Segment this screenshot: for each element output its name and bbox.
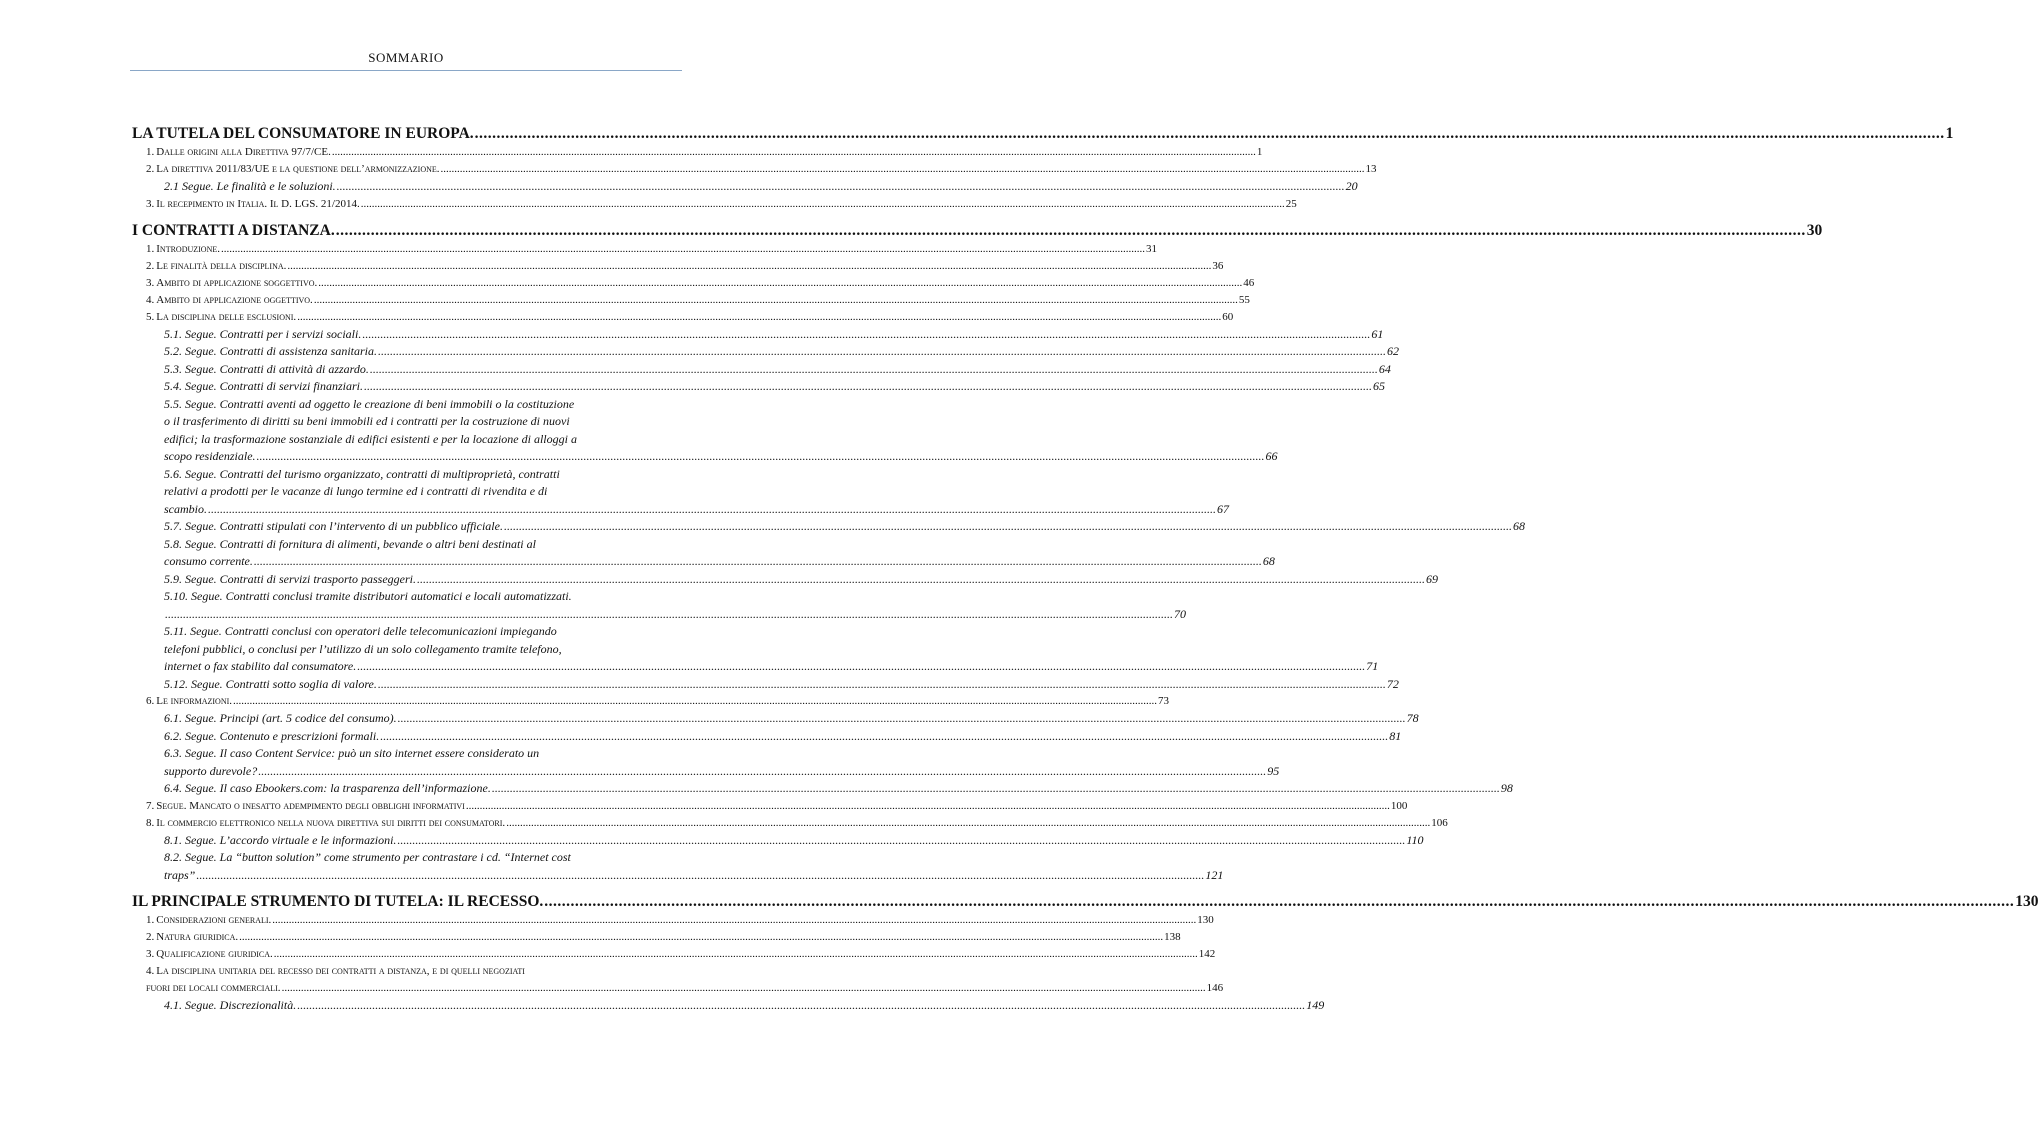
leader-dots [378, 676, 1386, 694]
toc-entry[interactable] [132, 178, 1358, 196]
toc-entry-line [164, 431, 682, 449]
toc-entry-text: 5.12. Segue. Contratti sotto soglia di valore. [164, 676, 377, 691]
toc-entry-text: 2. La direttiva 2011/83/UE e la questione dell’armonizzazione. [146, 163, 440, 175]
leader-dots [258, 763, 1266, 781]
toc-entry-text: 5.5. Segue. Contratti aventi ad oggetto le creazione di beni immobili o la costituzione [164, 396, 575, 411]
toc-entry[interactable] [132, 241, 1157, 258]
toc-page-number: 62 [1387, 344, 1400, 358]
toc-entry-text: relativi a prodotti per le vacanze di lungo termine ed i contratti di rivendita e di [164, 484, 548, 498]
toc-page-number: 25 [1285, 197, 1297, 210]
toc-entry-text: fuori dei locali commerciali. [146, 982, 281, 994]
toc-entry-line [164, 588, 682, 606]
leader-dots [318, 275, 1242, 292]
toc-entry-number: 5. [146, 310, 155, 323]
leader-dots [297, 309, 1221, 326]
toc-entry-text: 5.7. Segue. Contratti stipulati con l’intervento di un pubblico ufficiale. [164, 519, 503, 533]
toc-entry-line [164, 849, 682, 867]
leader-dots [297, 997, 1305, 1015]
toc-entry-text: I CONTRATTI A DISTANZA. [132, 221, 335, 239]
toc-entry-number: 7. [146, 799, 155, 812]
leader-dots [504, 518, 1512, 536]
toc-page-number: 69 [1426, 571, 1438, 586]
toc-entry[interactable] [132, 929, 1181, 946]
toc-entry[interactable] [132, 196, 1297, 213]
toc-entry-text: 3. Ambito di applicazione soggettivo. [146, 276, 318, 289]
toc-entry-text: 6.3. Segue. Il caso Content Service: può un sito internet essere considerato un [164, 746, 540, 760]
toc-entry-text: 2. Le finalità della disciplina. [146, 259, 287, 272]
toc-chapter[interactable] [132, 124, 1954, 144]
toc-entry[interactable] [132, 258, 1224, 275]
toc-entry-text: 4.1. Segue. Discrezionalità. [164, 998, 297, 1012]
toc-entry-text: 5.8. Segue. Contratti di fornitura di alimenti, bevande o altri beni destinati al [164, 536, 536, 551]
toc-entry-text: 3. Qualificazione giuridica. [146, 948, 273, 960]
toc-page-number: 66 [1265, 449, 1278, 463]
toc-entry-text: supporto durevole? [164, 763, 258, 778]
toc-entry-number: 3. [146, 948, 155, 960]
leader-dots [380, 728, 1388, 746]
toc-entry[interactable] [132, 676, 1399, 694]
toc-page-number: 67 [1217, 501, 1229, 516]
toc-entry-number: 4. [146, 965, 155, 977]
toc-entry[interactable] [132, 963, 1224, 997]
toc-page-number: 70 [1174, 606, 1186, 621]
toc-entry-text: 5.3. Segue. Contratti di attività di azzardo. [164, 361, 369, 376]
toc-entry-text: telefoni pubblici, o conclusi per l’utilizzo di un solo collegamento tramite telefono, [164, 641, 562, 656]
toc-entry-text: internet o fax stabilito dal consumatore. [164, 659, 357, 673]
leader-dots [336, 221, 1806, 241]
toc-page-number: 68 [1262, 554, 1275, 568]
toc-entry-text: 7. Segue. Mancato o inesatto adempimento degli obblighi informativi [146, 799, 465, 812]
toc-entry-text: 1. Dalle origini alla Direttiva 97/7/CE. [146, 146, 331, 158]
toc-page-number: 73 [1158, 695, 1170, 707]
leader-dots [361, 196, 1285, 213]
toc-entry-text: 5.6. Segue. Contratti del turismo organizzato, contratti di multiproprietà, contratti [164, 466, 560, 481]
toc-entry[interactable] [132, 798, 1408, 815]
toc-entry[interactable] [132, 588, 1186, 623]
toc-entry-last-line [164, 658, 1379, 676]
toc-entry[interactable] [132, 912, 1214, 929]
leader-dots [233, 693, 1157, 710]
header-rule [130, 70, 682, 71]
toc-page-number: 60 [1222, 310, 1234, 323]
leader-dots [314, 292, 1238, 309]
leader-dots [332, 144, 1256, 161]
toc-entry[interactable] [132, 466, 1229, 519]
leader-dots [274, 946, 1198, 963]
toc-entry-line [164, 396, 682, 414]
toc-page-number: 142 [1198, 948, 1216, 960]
leader-dots [466, 798, 1390, 815]
toc-entry-last-line [164, 448, 1278, 466]
leader-dots [337, 178, 1345, 196]
toc-entry-number: 2. [146, 931, 155, 943]
toc-entry-number: 3. [146, 276, 155, 289]
table-of-contents [132, 124, 2039, 1015]
toc-page-number: 1 [1256, 146, 1263, 158]
toc-page-number: 130 [1197, 914, 1214, 926]
toc-entry-text: 6. Le informazioni. [146, 695, 233, 707]
toc-entry[interactable] [132, 518, 1525, 536]
toc-page-number: 121 [1205, 867, 1224, 882]
leader-dots [398, 710, 1406, 728]
toc-page-number: 72 [1386, 676, 1399, 691]
toc-entry[interactable] [132, 693, 1170, 710]
toc-entry-line [164, 483, 682, 501]
toc-page-number: 81 [1389, 728, 1402, 743]
toc-entry-text: 5.9. Segue. Contratti di servizi trasporto passeggeri. [164, 571, 416, 586]
toc-page-number: 30 [1806, 221, 1823, 239]
toc-entry-last-line [146, 980, 1224, 997]
toc-entry[interactable] [132, 275, 1255, 292]
toc-entry[interactable] [132, 728, 1402, 746]
toc-entry[interactable] [132, 161, 1377, 178]
toc-entry-number: 1. [146, 914, 155, 926]
toc-entry[interactable] [132, 849, 1224, 884]
leader-dots [370, 361, 1378, 379]
toc-page-number: 138 [1164, 931, 1181, 943]
toc-entry-text: 6.2. Segue. Contenuto e prescrizioni formali. [164, 728, 380, 743]
toc-entry-text: 5. La disciplina delle esclusioni. [146, 310, 297, 323]
toc-entry-text: 6.1. Segue. Principi (art. 5 codice del consumo). [164, 711, 397, 725]
toc-entry-text: La disciplina unitaria del recesso dei contratti a distanza, e di quelli negoziati [156, 965, 525, 977]
toc-page-number: 31 [1146, 242, 1157, 255]
toc-page-number: 98 [1500, 781, 1513, 795]
leader-dots [397, 832, 1405, 850]
toc-entry-text: 6.4. Segue. Il caso Ebookers.com: la trasparenza dell’informazione. [164, 781, 491, 795]
toc-entry-number: 1. [146, 146, 155, 158]
toc-entry-text: traps” [164, 867, 196, 882]
toc-chapter[interactable] [132, 892, 2039, 912]
toc-entry[interactable] [132, 571, 1438, 589]
toc-entry-last-line [164, 501, 1229, 519]
toc-entry[interactable] [132, 378, 1386, 396]
toc-page-number: 95 [1267, 763, 1280, 778]
toc-entry-text: 5.2. Segue. Contratti di assistenza sanitaria. [164, 344, 378, 358]
toc-page-number: 110 [1406, 832, 1424, 847]
toc-chapter[interactable] [132, 221, 1823, 241]
toc-entry[interactable] [132, 710, 1419, 728]
toc-entry[interactable] [132, 396, 1278, 466]
toc-entry[interactable] [132, 780, 1513, 798]
toc-entry-text: IL PRINCIPALE STRUMENTO DI TUTELA: IL RECESSO. [132, 893, 544, 910]
toc-entry[interactable] [132, 292, 1250, 309]
toc-entry-text: 8.1. Segue. L’accordo virtuale e le informazioni. [164, 832, 397, 847]
toc-entry-number: 1. [146, 242, 155, 255]
toc-entry-text: scopo residenziale. [164, 449, 256, 463]
leader-dots [221, 241, 1145, 258]
toc-entry-last-line [164, 763, 1280, 781]
toc-entry-line [164, 745, 682, 763]
toc-page-number: 100 [1390, 799, 1408, 812]
leader-dots [282, 980, 1206, 997]
toc-entry-text: 5.11. Segue. Contratti conclusi con operatori delle telecomunicazioni impiegando [164, 624, 557, 638]
toc-entry-last-line [164, 867, 1224, 885]
toc-entry[interactable] [132, 946, 1216, 963]
leader-dots [208, 501, 1216, 519]
toc-page-number: 36 [1212, 259, 1224, 272]
toc-page-number: 146 [1206, 982, 1224, 994]
running-header: SOMMARIO [368, 50, 444, 65]
toc-page-number: 65 [1373, 379, 1386, 393]
leader-dots [364, 378, 1372, 396]
toc-entry-text: 5.10. Segue. Contratti conclusi tramite distributori automatici e locali automatizzati. [164, 589, 572, 603]
toc-entry-line [146, 963, 682, 980]
toc-entry[interactable] [132, 309, 1234, 326]
toc-entry[interactable] [132, 997, 1325, 1015]
toc-entry[interactable] [132, 326, 1384, 344]
leader-dots [254, 553, 1262, 571]
leader-dots [417, 571, 1425, 589]
leader-dots [239, 929, 1163, 946]
leader-dots [441, 161, 1365, 178]
toc-entry[interactable] [132, 815, 1448, 832]
leader-dots [165, 606, 1173, 624]
toc-page-number: 46 [1243, 276, 1255, 289]
toc-page-number: 130 [2015, 893, 2039, 910]
toc-page-number: 149 [1306, 998, 1325, 1012]
toc-entry-line [164, 641, 682, 659]
toc-entry-number: 4. [146, 293, 155, 306]
toc-page-number: 61 [1371, 326, 1384, 341]
toc-page-number: 106 [1431, 816, 1448, 829]
leader-dots [475, 124, 1945, 144]
toc-entry-number: 2. [146, 259, 155, 272]
toc-page-number: 20 [1345, 179, 1358, 193]
leader-dots [196, 867, 1204, 885]
toc-entry-number: 2. [146, 163, 155, 175]
toc-entry-text: 5.1. Segue. Contratti per i servizi sociali. [164, 326, 362, 341]
leader-dots [257, 448, 1265, 466]
toc-page-number: 68 [1512, 519, 1525, 533]
toc-entry-number: 3. [146, 197, 155, 210]
leader-dots [492, 780, 1500, 798]
toc-entry-line [164, 413, 682, 431]
leader-dots [362, 326, 1370, 344]
toc-entry[interactable] [132, 536, 1275, 571]
toc-entry-text: 4. Ambito di applicazione oggettivo. [146, 293, 313, 306]
toc-entry-text: LA TUTELA DEL CONSUMATORE IN EUROPA. [132, 125, 474, 142]
toc-entry[interactable] [132, 144, 1263, 161]
toc-page-number: 1 [1945, 125, 1954, 142]
toc-page-number: 55 [1238, 293, 1250, 306]
leader-dots [506, 815, 1430, 832]
leader-dots [357, 658, 1365, 676]
leader-dots [544, 892, 2014, 912]
toc-entry-text: 8. Il commercio elettronico nella nuova direttiva sui diritti dei consumatori. [146, 816, 506, 829]
toc-page-number: 78 [1406, 711, 1419, 725]
toc-entry-last-line [164, 553, 1275, 571]
toc-entry[interactable] [132, 343, 1400, 361]
toc-entry-text: scambio. [164, 501, 207, 516]
toc-entry[interactable] [132, 623, 1379, 676]
toc-entry-text: edifici; la trasformazione sostanziale di edifici esistenti e per la locazione di alloggi a [164, 431, 577, 446]
toc-entry-line [164, 623, 682, 641]
leader-dots [378, 343, 1386, 361]
toc-entry-line [164, 536, 682, 554]
toc-entry-text: 2. Natura giuridica. [146, 931, 239, 943]
toc-entry[interactable] [132, 832, 1424, 850]
toc-page-number: 13 [1365, 163, 1377, 175]
leader-dots [272, 912, 1196, 929]
toc-entry-text: consumo corrente. [164, 554, 253, 568]
toc-entry-last-line [164, 606, 1186, 624]
toc-entry[interactable] [132, 361, 1391, 379]
toc-entry-text: 3. Il recepimento in Italia. Il D. LGS. 21/2014. [146, 197, 360, 210]
toc-entry-text: 2.1 Segue. Le finalità e le soluzioni. [164, 179, 336, 193]
toc-entry-text: 1. Considerazioni generali. [146, 914, 272, 926]
leader-dots [287, 258, 1211, 275]
toc-entry-number: 6. [146, 695, 155, 707]
toc-entry-text: 1. Introduzione. [146, 242, 220, 255]
toc-entry-text: o il trasferimento di diritti su beni immobili ed i contratti per la costruzione di nuovi [164, 414, 570, 428]
toc-entry-line [164, 466, 682, 484]
toc-entry-text: 5.4. Segue. Contratti di servizi finanziari. [164, 379, 364, 393]
toc-entry[interactable] [132, 745, 1280, 780]
toc-entry-text: 8.2. Segue. La “button solution” come strumento per contrastare i cd. “Internet cost [164, 850, 571, 864]
toc-page-number: 71 [1366, 659, 1379, 673]
toc-entry-number: 8. [146, 816, 155, 829]
toc-page-number: 64 [1378, 361, 1391, 376]
